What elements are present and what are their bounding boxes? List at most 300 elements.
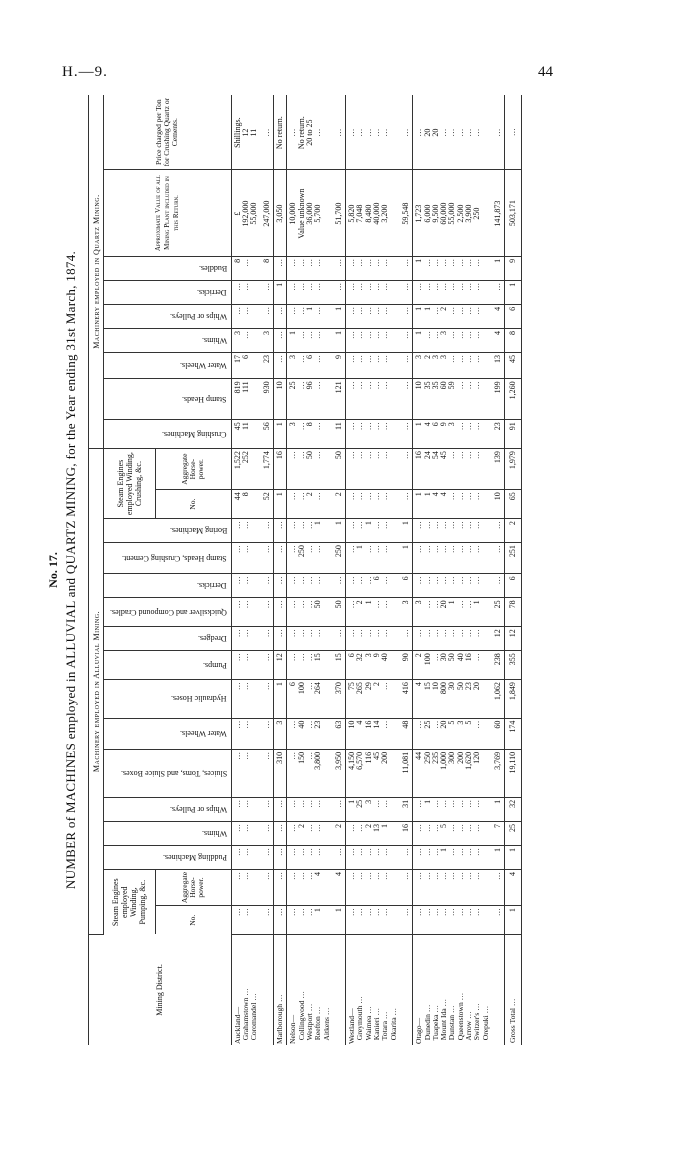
table-cell: …	[400, 906, 413, 935]
table-cell: 1	[505, 845, 522, 869]
table-cell: 199	[492, 379, 505, 420]
table-cell: … … … 50	[287, 598, 333, 627]
table-cell: 44 8	[231, 490, 260, 519]
table-cell: … …	[231, 680, 260, 718]
table-cell: …	[261, 95, 274, 170]
table-cell: …	[274, 304, 287, 328]
table-cell: …	[261, 627, 274, 651]
table-cell: 91	[505, 420, 522, 449]
table-cell: … …	[231, 574, 260, 598]
table-cell: 1 … … …	[287, 328, 333, 352]
table-cell: …	[492, 519, 505, 543]
steam-quartz-header: Steam Engines employed Winding, Crushing, &c.	[104, 449, 156, 519]
table-cell: 1 1 4 4 … … … …	[413, 490, 492, 519]
table-cell: …	[274, 519, 287, 543]
table-cell: … … … … …	[346, 449, 400, 490]
table-cell: 17 6	[231, 352, 260, 378]
table-cell: 6 32 3 9 40	[346, 651, 400, 680]
table-cell: …	[261, 598, 274, 627]
table-cell: … … … 5 … … … …	[413, 821, 492, 845]
table-cell: …	[492, 280, 505, 304]
table-cell: 4	[492, 328, 505, 352]
table-cell: …	[261, 280, 274, 304]
table-cell: 78	[505, 598, 522, 627]
puddling-header: Puddling Machines.	[104, 845, 232, 869]
table-row	[231, 95, 260, 1045]
table-cell: …	[400, 845, 413, 869]
table-cell: …	[400, 328, 413, 352]
table-cell: … … … … … … … …	[413, 519, 492, 543]
table-cell: … …	[231, 651, 260, 680]
document-number: No. 17.	[46, 552, 60, 588]
table-cell: … …	[231, 598, 260, 627]
steam-quartz-no-header: No.	[155, 490, 231, 519]
district-cell	[333, 934, 346, 1045]
table-cell: … … 2 …	[287, 490, 333, 519]
district-cell	[400, 934, 413, 1045]
table-cell: … …	[231, 749, 260, 797]
table-cell: 8	[505, 328, 522, 352]
table-cell: 48	[400, 718, 413, 749]
table-cell: 32	[505, 797, 522, 821]
table-cell: 1	[274, 490, 287, 519]
table-cell: 3 … 8 …	[287, 420, 333, 449]
table-cell: 63	[333, 718, 346, 749]
table-cell: …	[261, 574, 274, 598]
quartz-group-header: Machinery employed in Quartz Mining.	[89, 95, 104, 449]
table-cell: …	[261, 304, 274, 328]
table-cell: 12	[274, 651, 287, 680]
water-wheels-header: Water Wheels.	[104, 718, 232, 749]
table-cell: 1,849	[505, 680, 522, 718]
table-cell: 60	[492, 718, 505, 749]
table-cell: …	[333, 280, 346, 304]
value-header: Approximate Value of all Mining Plant included in this Return.	[104, 170, 232, 257]
table-cell: … 40 … 23	[287, 718, 333, 749]
table-cell: 247,000	[261, 170, 274, 257]
page-number: 44	[538, 64, 553, 80]
steam-alluvial-hp-header: Aggregate Horse-power.	[155, 870, 231, 906]
table-cell: 1	[333, 328, 346, 352]
table-cell: 1	[505, 280, 522, 304]
table-cell: … …	[231, 627, 260, 651]
boring-header: Boring Machines.	[104, 519, 232, 543]
table-cell: … 20 20 … … … … …	[413, 95, 492, 170]
table-cell: … … … … …	[346, 845, 400, 869]
table-cell: 50	[333, 598, 346, 627]
table-cell: …	[333, 256, 346, 280]
gross-total-row	[505, 95, 522, 1045]
table-cell: …	[400, 280, 413, 304]
table-cell: … 1 … … …	[346, 543, 400, 574]
table-cell: 10,000 Value unknown 36,000 5,700	[287, 170, 333, 257]
table-cell: 23	[261, 352, 274, 378]
table-cell: … … 1 … …	[346, 519, 400, 543]
table-cell: … … … … …	[346, 627, 400, 651]
table-cell: …	[261, 718, 274, 749]
table-cell: … … … … …	[346, 352, 400, 378]
table-cell: 310	[274, 749, 287, 797]
table-body	[231, 95, 522, 1045]
document-title: NUMBER of MACHINES employed in ALLUVIAL and QUARTZ MINING, for the Year ending 31st March, 1874.	[63, 250, 78, 890]
table-cell: …	[261, 749, 274, 797]
table-cell: 3,769	[492, 749, 505, 797]
table-cell: 2 100 … 30 50 40 16 …	[413, 651, 492, 680]
table-cell: 4,150 6,570 116 45 200	[346, 749, 400, 797]
crushing-header: Crushing Machines.	[104, 420, 232, 449]
table-cell: 8 …	[231, 256, 260, 280]
table-cell: 3 2 3 3 … … … …	[413, 352, 492, 378]
table-cell: …	[274, 598, 287, 627]
table-cell: … … … … …	[346, 328, 400, 352]
table-cell: …	[274, 543, 287, 574]
table-cell: 15	[333, 651, 346, 680]
table-cell: … … … … …	[346, 256, 400, 280]
stamp-heads-header: Stamp Heads.	[104, 379, 232, 420]
table-row	[492, 95, 505, 1045]
sluices-header: Sluices, Toms, and Sluice Boxes.	[104, 749, 232, 797]
table-cell: … … … … …	[346, 906, 400, 935]
table-cell: …	[274, 328, 287, 352]
table-cell: …	[400, 256, 413, 280]
q-water-wheels-header: Water Wheels.	[104, 352, 232, 378]
table-cell: … … … … …	[346, 95, 400, 170]
table-cell: 25	[492, 598, 505, 627]
table-cell: 1	[333, 906, 346, 935]
table-cell: 1	[274, 420, 287, 449]
table-cell: 23	[492, 420, 505, 449]
table-cell: 16	[274, 449, 287, 490]
district-cell: Nelson— Collingwood … Westport … Reefton … Aitkens …	[288, 991, 331, 1044]
table-cell: …	[400, 627, 413, 651]
table-cell: …	[492, 95, 505, 170]
district-cell: Gross Total …	[505, 934, 522, 1045]
table-cell: …	[261, 519, 274, 543]
table-row	[274, 95, 287, 1045]
table-cell: 1,774	[261, 449, 274, 490]
table-cell: …	[333, 574, 346, 598]
table-cell: … … … … …	[346, 870, 400, 906]
table-cell: 238	[492, 651, 505, 680]
table-cell: … …	[231, 519, 260, 543]
table-cell: … … … …	[287, 574, 333, 598]
table-cell: …	[274, 574, 287, 598]
table-cell: …	[333, 627, 346, 651]
table-cell: 10	[492, 490, 505, 519]
steam-alluvial-header: Steam Engines employed Winding, Pumping, &c.	[104, 870, 156, 935]
table-cell: …	[274, 906, 287, 935]
table-cell: … … 1 …	[287, 304, 333, 328]
table-cell: 10	[274, 379, 287, 420]
district-cell: Marlborough …	[274, 934, 287, 1045]
table-cell: … … … … …	[346, 379, 400, 420]
table-cell: 1 4 6 9 3 … … …	[413, 420, 492, 449]
district-cell	[261, 934, 274, 1045]
table-cell: … … … … … … … …	[413, 627, 492, 651]
table-cell: … …	[231, 280, 260, 304]
table-cell: 1,723 6,000 9,500 60,000 55,000 2,500 3,900 250	[413, 170, 492, 257]
table-cell: … … … … … … … …	[413, 543, 492, 574]
table-cell: 51,700	[333, 170, 346, 257]
table-cell: …	[274, 352, 287, 378]
table-cell: 7	[492, 821, 505, 845]
table-cell: 1	[274, 680, 287, 718]
table-cell: 3	[400, 598, 413, 627]
table-cell: … 2 … …	[287, 821, 333, 845]
table-cell: … … … … … … … …	[413, 906, 492, 935]
table-cell: … …	[231, 906, 260, 935]
table-cell: 65	[505, 490, 522, 519]
table-cell: 3	[274, 718, 287, 749]
table-cell: … … … … …	[346, 420, 400, 449]
table-cell: … 25 … 20 5 3 5 …	[413, 718, 492, 749]
table-cell: …	[274, 845, 287, 869]
table-cell: 1 … … 3 … … … …	[413, 328, 492, 352]
table-cell: 13	[492, 352, 505, 378]
table-cell: 930	[261, 379, 274, 420]
table-cell: 1	[505, 906, 522, 935]
table-cell: 52	[261, 490, 274, 519]
table-cell: 50	[333, 449, 346, 490]
table-cell: 16 24 54 45 … … … …	[413, 449, 492, 490]
table-cell: 2	[333, 490, 346, 519]
derricks-header: Derricks.	[104, 574, 232, 598]
table-cell: 25 … 96 …	[287, 379, 333, 420]
table-cell: …	[261, 821, 274, 845]
table-cell: 1	[492, 256, 505, 280]
table-cell: 16	[400, 821, 413, 845]
table-cell: 2	[505, 519, 522, 543]
table-cell: 1 1 … 2 … … … …	[413, 304, 492, 328]
table-cell: …	[333, 845, 346, 869]
table-cell: … … 50 …	[287, 449, 333, 490]
table-row	[333, 95, 346, 1045]
table-cell: 355	[505, 651, 522, 680]
hydraulic-header: Hydraulic Hoses.	[104, 680, 232, 718]
table-row	[413, 95, 492, 1045]
price-header: Price charged per Ton for Crushing Quartz or Cements.	[104, 95, 232, 170]
table-cell: 1,062	[492, 680, 505, 718]
table-cell: 1,260	[505, 379, 522, 420]
table-cell: … … … … …	[346, 280, 400, 304]
table-cell: 10 35 35 60 59 … … …	[413, 379, 492, 420]
table-cell: 25	[505, 821, 522, 845]
table-cell: …	[261, 845, 274, 869]
table-cell: …	[400, 304, 413, 328]
table-cell: … … … … …	[346, 304, 400, 328]
table-cell: 45 11	[231, 420, 260, 449]
district-cell: Auckland— Grahamstown … Coromandel …	[232, 988, 259, 1044]
table-cell: 11	[333, 420, 346, 449]
table-cell: 44 250 235 1,000 300 200 1,620 120	[413, 749, 492, 797]
table-cell: 1 … … … … … … …	[413, 256, 492, 280]
table-cell: 11,081	[400, 749, 413, 797]
table-cell: 250	[333, 543, 346, 574]
table-cell: 1 25 3 … …	[346, 797, 400, 821]
table-cell: 59,548	[400, 170, 413, 257]
steam-alluvial-no-header: No.	[155, 906, 231, 935]
table-cell: 10 4 16 14 …	[346, 718, 400, 749]
table-cell: 3 …	[231, 328, 260, 352]
table-cell: 121	[333, 379, 346, 420]
table-cell: 12	[492, 627, 505, 651]
table-cell: 9	[333, 352, 346, 378]
table-cell: … … … 1	[287, 519, 333, 543]
table-row	[346, 95, 400, 1045]
table-cell: …	[274, 797, 287, 821]
table-cell: …	[400, 379, 413, 420]
table-cell: … … … 6 …	[346, 574, 400, 598]
table-cell: 1	[492, 845, 505, 869]
table-cell: …	[400, 420, 413, 449]
table-cell: 2	[333, 821, 346, 845]
title-block	[46, 95, 79, 1045]
table-cell: …	[261, 651, 274, 680]
table-cell: …	[261, 906, 274, 935]
dredges-header: Dredges.	[104, 627, 232, 651]
table-cell: 3 … … 20 1 … … 1	[413, 598, 492, 627]
table-cell: 1	[333, 519, 346, 543]
table-cell: 139	[492, 449, 505, 490]
table-cell: 6	[400, 574, 413, 598]
table-cell: 56	[261, 420, 274, 449]
table-cell: … …	[231, 870, 260, 906]
table-cell: 416	[400, 680, 413, 718]
table-cell: 174	[505, 718, 522, 749]
table-cell: 141,873	[492, 170, 505, 257]
table-cell: … 250 … …	[287, 543, 333, 574]
table-cell: 5,820 7,048 8,480 40,000 3,200	[346, 170, 400, 257]
table-cell: …	[400, 95, 413, 170]
table-cell: £ 192,000 55,000	[231, 170, 260, 257]
table-cell: … … … … …	[346, 490, 400, 519]
table-cell: 3,050	[274, 170, 287, 257]
table-cell: 4	[492, 304, 505, 328]
table-cell: 503,171	[505, 170, 522, 257]
table-cell: …	[400, 490, 413, 519]
q-whims-header: Whims.	[104, 328, 232, 352]
table-cell: 4 15 10 800 30 50 23 20	[413, 680, 492, 718]
table-cell: … … … …	[287, 256, 333, 280]
quicksilver-header: Quicksilver and Compound Cradles.	[104, 598, 232, 627]
table-row	[400, 95, 413, 1045]
table-cell: … … … …	[287, 797, 333, 821]
district-cell	[492, 934, 505, 1045]
table-cell: 370	[333, 680, 346, 718]
table-cell: 6 100 … 264	[287, 680, 333, 718]
table-cell: … No return. 20 to 25 …	[287, 95, 333, 170]
table-cell: 19,110	[505, 749, 522, 797]
table-cell: …	[261, 797, 274, 821]
district-cell: Otago— Dunedin … Tuapeka … Mount Ida … Dunstan … Queenstown … Arrow … Switzer's … Orepuki …	[414, 992, 490, 1044]
table-row	[287, 95, 333, 1045]
district-header: Mining District.	[89, 934, 232, 1045]
table-cell: 90	[400, 651, 413, 680]
stamp-cement-header: Stamp Heads, Crushing Cement.	[104, 543, 232, 574]
whips-header: Whips or Pulleys.	[104, 797, 232, 821]
table-cell: …	[400, 870, 413, 906]
table-cell: 6	[505, 304, 522, 328]
table-cell: … 1 … … … … … …	[413, 797, 492, 821]
table-cell: …	[333, 95, 346, 170]
table-cell: …	[400, 352, 413, 378]
table-cell: … …	[231, 718, 260, 749]
table-cell: 1	[400, 543, 413, 574]
district-cell: Westland— Greymouth … Waimea … Kanieri … Totara … Okarita …	[347, 996, 398, 1044]
table-cell: …	[274, 256, 287, 280]
table-cell: … …	[231, 845, 260, 869]
table-cell: 3,950	[333, 749, 346, 797]
q-whips-header: Whips or Pulleys.	[104, 304, 232, 328]
table-cell: … … … … … … … …	[413, 280, 492, 304]
table-cell: … 2 1 … …	[346, 598, 400, 627]
table-cell: …	[400, 449, 413, 490]
whims-header: Whims.	[104, 821, 232, 845]
table-cell: … … … …	[287, 280, 333, 304]
alluvial-group-header: Machinery employed in Alluvial Mining.	[89, 449, 104, 935]
table-cell: …	[274, 627, 287, 651]
table-cell: 3	[261, 328, 274, 352]
table-cell: 1	[400, 519, 413, 543]
q-derricks-header: Derricks.	[104, 280, 232, 304]
table-cell: … … 2 13 1	[346, 821, 400, 845]
rotated-table-page	[46, 95, 678, 1045]
table-cell: … … … …	[287, 845, 333, 869]
table-cell: …	[492, 574, 505, 598]
table-cell: No return.	[274, 95, 287, 170]
table-cell: 12	[505, 627, 522, 651]
table-cell: …	[261, 543, 274, 574]
table-cell: … …	[231, 304, 260, 328]
table-cell: 45	[505, 352, 522, 378]
table-cell: …	[261, 680, 274, 718]
page-series-label: H.—9.	[62, 64, 108, 80]
table-cell: … …	[231, 797, 260, 821]
table-cell: 1	[492, 797, 505, 821]
table-cell: 1	[333, 304, 346, 328]
table-cell: …	[492, 543, 505, 574]
table-cell: …	[333, 797, 346, 821]
table-cell: … …	[231, 543, 260, 574]
table-cell: … … … 4	[287, 870, 333, 906]
table-cell: 8	[261, 256, 274, 280]
table-cell: 1	[274, 280, 287, 304]
table-cell: 6	[505, 574, 522, 598]
table-cell: 251	[505, 543, 522, 574]
table-cell: … … … …	[287, 627, 333, 651]
steam-quartz-hp-header: Aggregate Horse-power.	[155, 449, 231, 490]
table-cell: Shillings. 12 11	[231, 95, 260, 170]
pumps-header: Pumps.	[104, 651, 232, 680]
table-cell: 1,979	[505, 449, 522, 490]
table-row	[261, 95, 274, 1045]
table-cell: 4	[333, 870, 346, 906]
table-cell: 1,522 252	[231, 449, 260, 490]
table-cell: … … … … … … … …	[413, 870, 492, 906]
table-cell: … …	[231, 821, 260, 845]
table-cell: … … … 15	[287, 651, 333, 680]
table-cell: …	[274, 870, 287, 906]
table-cell: …	[492, 870, 505, 906]
table-cell: 819 111	[231, 379, 260, 420]
table-cell: …	[261, 870, 274, 906]
table-cell: 3 … 6 …	[287, 352, 333, 378]
table-cell: …	[274, 821, 287, 845]
table-cell: 31	[400, 797, 413, 821]
table-cell: … … … … … … … …	[413, 574, 492, 598]
table-cell: 9	[505, 256, 522, 280]
table-cell: … … … 1	[287, 906, 333, 935]
